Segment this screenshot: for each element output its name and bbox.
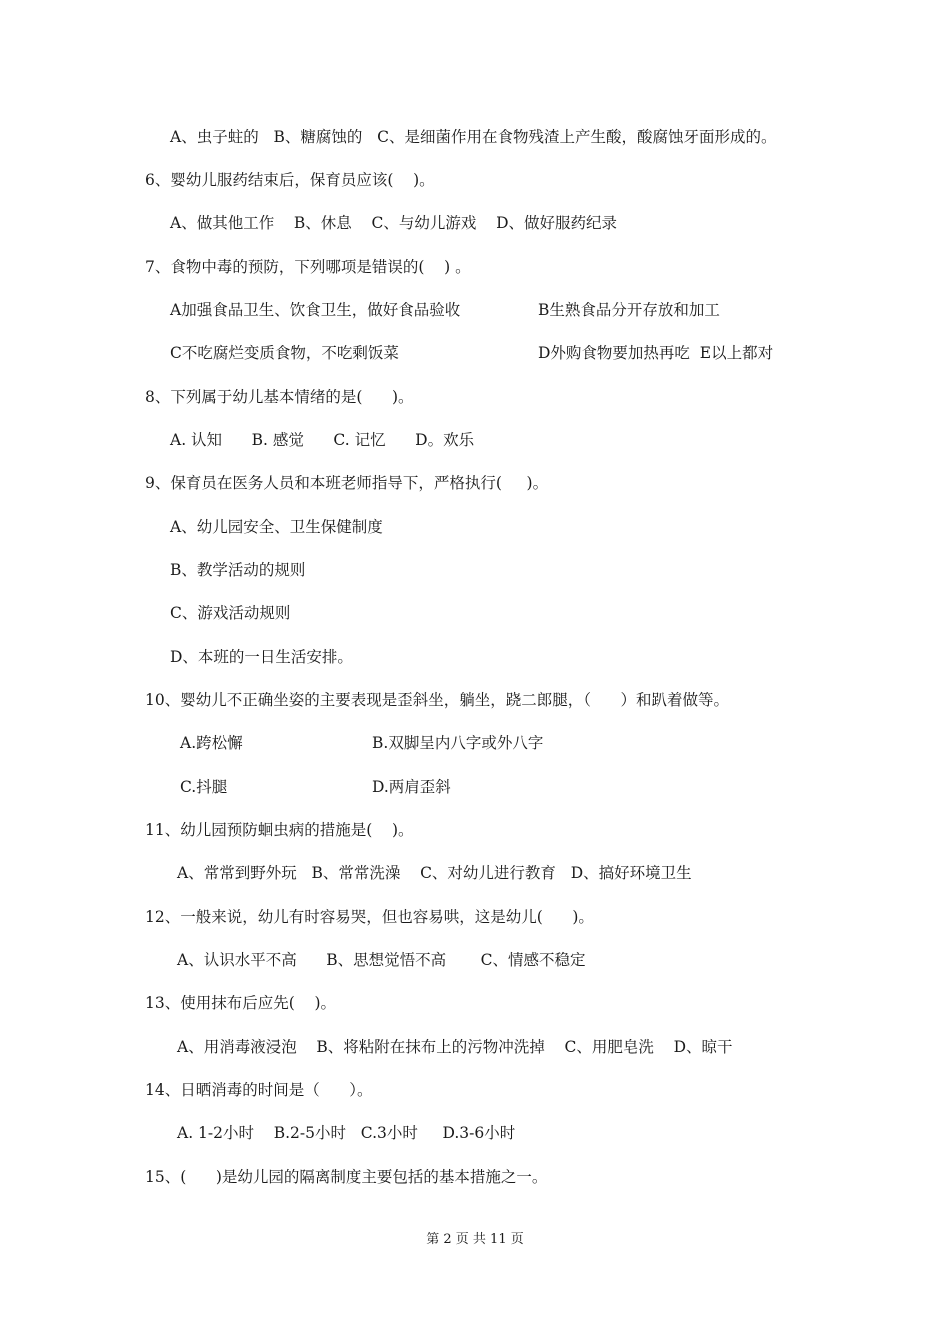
page-footer: 第 2 页 共 11 页 <box>426 1232 524 1247</box>
q13-question: 13、使用抹布后应先( )。 <box>145 994 337 1012</box>
q7-question: 7、食物中毒的预防，下列哪项是错误的( ) 。 <box>145 258 471 276</box>
q9-option-c: C、游戏活动规则 <box>170 604 291 622</box>
q8-options: A. 认知 B. 感觉 C. 记忆 D。欢乐 <box>170 431 475 449</box>
q10-option-b: B.双脚呈内八字或外八字 <box>372 734 544 752</box>
q7-option-a: A加强食品卫生、饮食卫生，做好食品验收 <box>170 301 461 319</box>
q7-option-d: D外购食物要加热再吃 E以上都对 <box>538 344 774 362</box>
q10-option-a: A.跨松懈 <box>180 734 243 752</box>
q6-question: 6、婴幼儿服药结束后，保育员应该( )。 <box>145 171 435 189</box>
q7-option-c: C不吃腐烂变质食物，不吃剩饭菜 <box>170 344 399 362</box>
q9-option-b: B、教学活动的规则 <box>170 561 306 579</box>
q5-options: A、虫子蛀的 B、糖腐蚀的 C、是细菌作用在食物残渣上产生酸，酸腐蚀牙面形成的。 <box>170 128 777 146</box>
q12-options: A、认识水平不高 B、思想觉悟不高 C、情感不稳定 <box>177 951 586 969</box>
q6-options: A、做其他工作 B、休息 C、与幼儿游戏 D、做好服药纪录 <box>170 214 617 232</box>
q9-option-a: A、幼儿园安全、卫生保健制度 <box>170 518 383 536</box>
q8-question: 8、下列属于幼儿基本情绪的是( )。 <box>145 388 414 406</box>
q14-question: 14、日晒消毒的时间是（ ）。 <box>145 1081 373 1099</box>
q13-options: A、用消毒液浸泡 B、将粘附在抹布上的污物冲洗掉 C、用肥皂洗 D、晾干 <box>177 1038 733 1056</box>
q11-options: A、常常到野外玩 B、常常洗澡 C、对幼儿进行教育 D、搞好环境卫生 <box>177 864 692 882</box>
q14-options: A. 1-2小时 B.2-5小时 C.3小时 D.3-6小时 <box>177 1124 516 1142</box>
q11-question: 11、幼儿园预防蛔虫病的措施是( )。 <box>145 821 414 839</box>
q15-question: 15、( )是幼儿园的隔离制度主要包括的基本措施之一。 <box>145 1168 548 1186</box>
q10-question: 10、婴幼儿不正确坐姿的主要表现是歪斜坐，躺坐，跷二郎腿，（ ）和趴着做等。 <box>145 691 730 709</box>
q12-question: 12、一般来说，幼儿有时容易哭，但也容易哄，这是幼儿( )。 <box>145 908 594 926</box>
q9-question: 9、保育员在医务人员和本班老师指导下，严格执行( )。 <box>145 474 549 492</box>
q7-option-b: B生熟食品分开存放和加工 <box>538 301 720 319</box>
q9-option-d: D、本班的一日生活安排。 <box>170 648 353 666</box>
q10-option-c: C.抖腿 <box>180 778 228 796</box>
q10-option-d: D.两肩歪斜 <box>372 778 451 796</box>
